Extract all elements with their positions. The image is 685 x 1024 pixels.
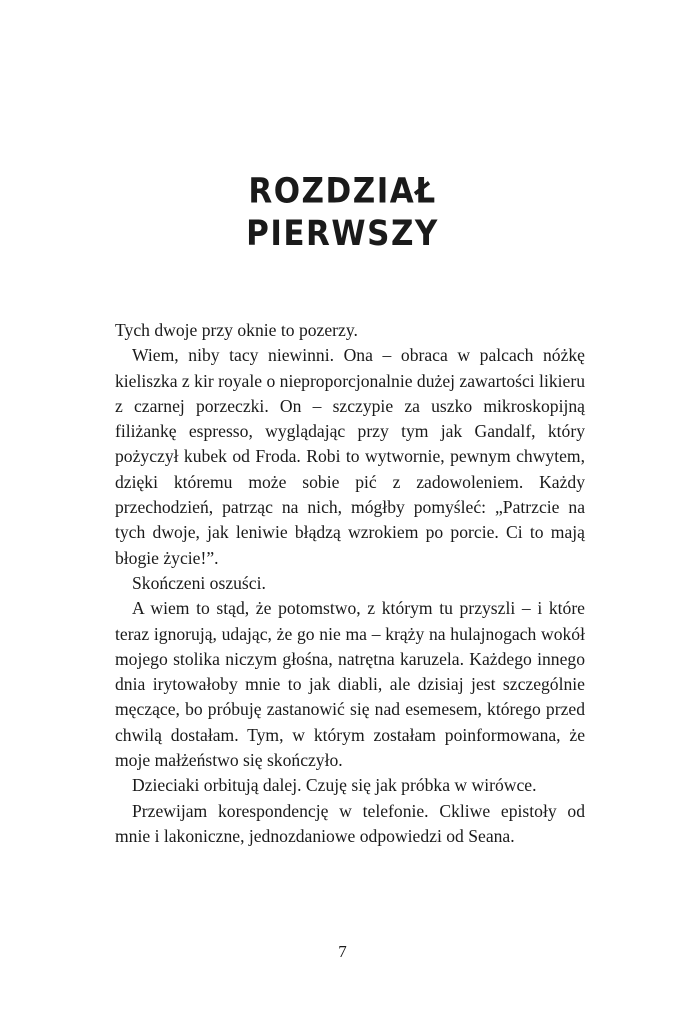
page-number: 7 <box>338 942 347 961</box>
chapter-title-line-1: ROZDZIAŁ <box>248 171 437 212</box>
paragraph: Skończeni oszuści. <box>132 572 266 593</box>
paragraph: A wiem to stąd, że potomstwo, z którym tu przyszli – i które teraz ignorują, udając, że go nie ma – krąży na hulajnogach wokół mojego stolika niczym głośna, natrętna karuzela. Każdego innego dnia irytowałoby mnie to jak diabli, ale dzisiaj jest szczególnie męczące, bo próbuję zastanowić się nad esemesem, którego przed chwilą dostałam. Tym, w którym zostałam poinformowana, że moje małżeństwo się skończyło. <box>115 598 585 771</box>
paragraph: Dzieciaki orbitują dalej. Czuję się jak próbka w wirówce. <box>132 775 537 796</box>
paragraph: Przewijam korespondencję w telefonie. Ckliwe epistoły od mnie i lakoniczne, jednozdaniowe odpowiedzi od Seana. <box>115 800 585 846</box>
chapter-body <box>115 318 585 849</box>
chapter-title <box>0 170 685 255</box>
paragraph: Wiem, niby tacy niewinni. Ona – obraca w palcach nóżkę kieliszka z kir royale o nieproporcjonalnie dużej zawartości likieru z czarnej porzeczki. On – szczypie za uszko mikroskopijną filiżankę espresso, wyglądając przy tym jak Gandalf, który pożyczył kubek od Froda. Robi to wytwornie, pewnym chwytem, dzięki któremu może sobie pić z zadowoleniem. Każdy przechodzień, patrząc na nich, mógłby pomyśleć: „Patrzcie na tych dwoje, jak leniwie błądzą wzrokiem po porcie. Ci to mają błogie życie!”. <box>115 345 585 568</box>
chapter-title-line-2: PIERWSZY <box>246 213 439 254</box>
paragraph: Tych dwoje przy oknie to pozerzy. <box>115 320 358 340</box>
